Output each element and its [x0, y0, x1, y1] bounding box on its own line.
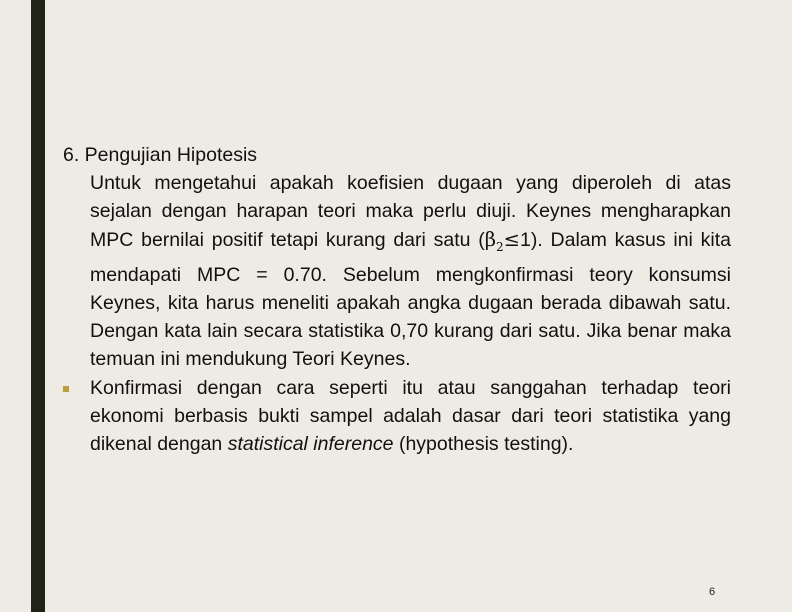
- paragraph-hypothesis: [90, 169, 731, 373]
- bullet-text-end: (hypothesis testing).: [393, 432, 574, 455]
- bullet-item: [63, 374, 731, 459]
- beta-subscript: 2: [496, 239, 504, 254]
- italic-term: statistical inference: [227, 432, 394, 455]
- less-equal-symbol: ≤: [503, 227, 521, 251]
- square-bullet-icon: [63, 386, 69, 392]
- section-heading: 6. Pengujian Hipotesis: [63, 144, 258, 166]
- paragraph-text-start: Untuk mengetahui apakah koefisien dugaan yang diperoleh di atas sejalan dengan harapan teori maka perlu diuji. Keynes mengharapkan MPC bernilai positif tetapi kurang dari satu (: [90, 172, 731, 251]
- page-number: 6: [709, 586, 716, 598]
- paragraph-text-end: 1). Dalam kasus ini kita mendapati MPC = 0.70. Sebelum mengkonfirmasi teory konsumsi Keynes, kita harus meneliti apakah angka dugaan berada dibawah satu. Dengan kata lain secara statistika 0,70 kurang dari satu. Jika benar maka temuan ini mendukung Teori Keynes.: [90, 228, 732, 371]
- bullet-text-start: Konfirmasi dengan cara seperti itu atau sanggahan terhadap teori ekonomi berbasis bukti sampel adalah dasar dari teori statistika yang dikenal dengan: [90, 376, 731, 455]
- slide-content: [63, 141, 731, 458]
- left-accent-bar: [31, 0, 45, 612]
- beta-symbol: β: [484, 227, 497, 251]
- bullet-text: [90, 374, 731, 459]
